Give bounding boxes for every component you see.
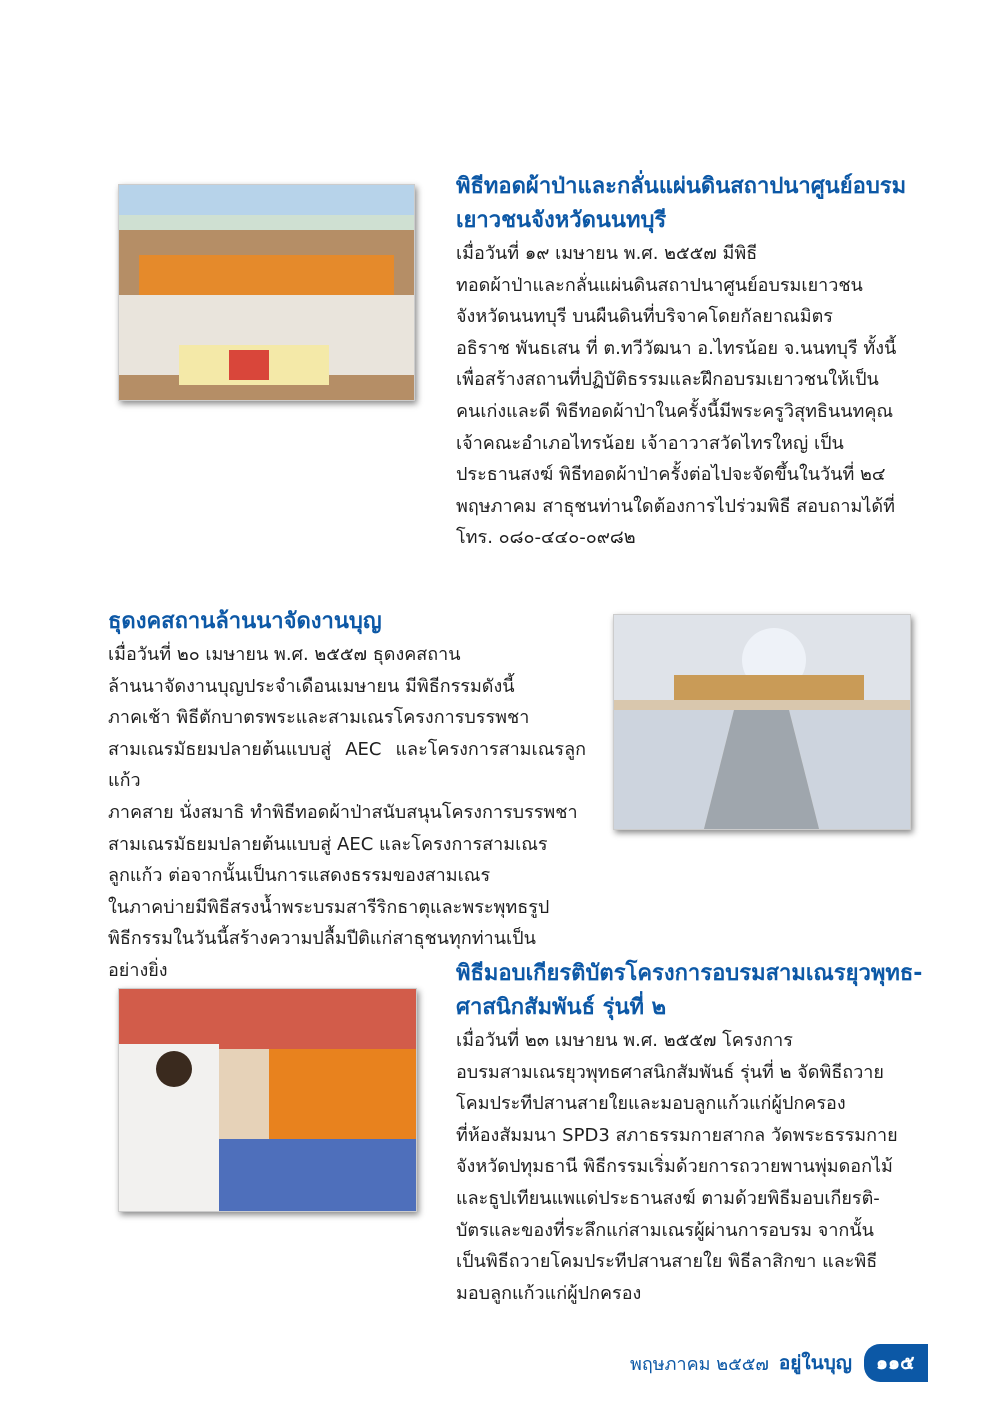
article-lanna-merit: [108, 605, 586, 987]
footer-issue-date: พฤษภาคม ๒๕๕๗: [630, 1353, 769, 1375]
article-novice-certificate: [456, 957, 926, 1309]
article-title: พิธีทอดผ้าป่าและกลั่นแผ่นดินสถาปนาศูนย์อบรม เยาวชนจังหวัดนนทบุรี: [456, 174, 907, 233]
photo-ground-ceremony: [118, 184, 415, 401]
photo-temple-hall: [613, 614, 911, 830]
article-forest-robe-ceremony: [456, 170, 926, 554]
page-footer: [630, 1346, 928, 1380]
article-title: ธุดงคสถานล้านนาจัดงานบุญ: [108, 609, 382, 634]
article-title: พิธีมอบเกียรติบัตรโครงการอบรมสามเณรยุวพุทธ- ศาสนิกสัมพันธ์ รุ่นที่ ๒: [456, 961, 923, 1020]
page-number: ๑๑๕: [864, 1344, 929, 1382]
article-body: เมื่อวันที่ ๒๓ เมษายน พ.ศ. ๒๕๕๗ โครงการ อบรมสามเณรยุวพุทธศาสนิกสัมพันธ์ รุ่นที่ ๒ จัดพิธีถวาย โคมประทีปสานสายใยและมอบลูกแก้วแก่ผู้ปกครอง ที่ห้องสัมมนา SPD3 สภาธรรมกายสากล วัดพระธรรมกาย จังหวัดปทุมธานี พิธีกรรมเริ่มด้วยการถวายพานพุ่มดอกไม้ และธูปเทียนแพแด่ประธานสงฆ์ ตามด้วยพิธีมอบเกียรติ- บัตรและของที่ระลึกแก่สามเณรผู้ผ่านการอบรม จากนั้น เป็นพิธีถวายโคมประทีปสานสายใย พิธีลาสิกขา และพิธี มอบลูกแก้วแก่ผู้ปกครอง: [456, 1030, 898, 1304]
article-body: เมื่อวันที่ ๒๐ เมษายน พ.ศ. ๒๕๕๗ ธุดงคสถาน ล้านนาจัดงานบุญประจำเดือนเมษายน มีพิธีกรรมดังนี้ ภาคเช้า พิธีตักบาตรพระและสามเณรโครงการบรรพชา สามเณรมัธยมปลายต้นแบบสู่ AEC และโครงการสามเณรลูกแก้ว ภาคสาย นั่งสมาธิ ทำพิธีทอดผ้าป่าสนับสนุนโครงการบรรพชา สามเณรมัธยมปลายต้นแบบสู่ AEC และโครงการสามเณร ลูกแก้ว ต่อจากนั้นเป็นการแสดงธรรมของสามเณร ในภาคบ่ายมีพิธีสรงน้ำพระบรมสารีริกธาตุและพระพุทธรูป พิธีกรรมในวันนี้สร้างความปลื้มปีติแก่สาธุชนทุกท่านเป็น อย่างยิ่ง: [108, 644, 586, 981]
article-body: เมื่อวันที่ ๑๙ เมษายน พ.ศ. ๒๕๕๗ มีพิธี ทอดผ้าป่าและกลั่นแผ่นดินสถาปนาศูนย์อบรมเยาวชน จังหวัดนนทบุรี บนผืนดินที่บริจาคโดยกัลยาณมิตร อธิราช พันธเสน ที่ ต.ทวีวัฒนา อ.ไทรน้อย จ.นนทบุรี ทั้งนี้ เพื่อสร้างสถานที่ปฏิบัติธรรมและฝึกอบรมเยาวชนให้เป็น คนเก่งและดี พิธีทอดผ้าป่าในครั้งนี้มีพระครูวิสุทธินนทคุณ เจ้าคณะอำเภอไทรน้อย เจ้าอาวาสวัดไทรใหญ่ เป็น ประธานสงฆ์ พิธีทอดผ้าป่าครั้งต่อไปจะจัดขึ้นในวันที่ ๒๔ พฤษภาคม สาธุชนท่านใดต้องการไปร่วมพิธี สอบถามได้ที่ โทร. ๐๘๐-๔๔๐-๐๙๘๒: [456, 243, 897, 549]
footer-magazine-name: อยู่ในบุญ: [778, 1352, 852, 1374]
photo-novice-ceremony: [118, 988, 417, 1212]
